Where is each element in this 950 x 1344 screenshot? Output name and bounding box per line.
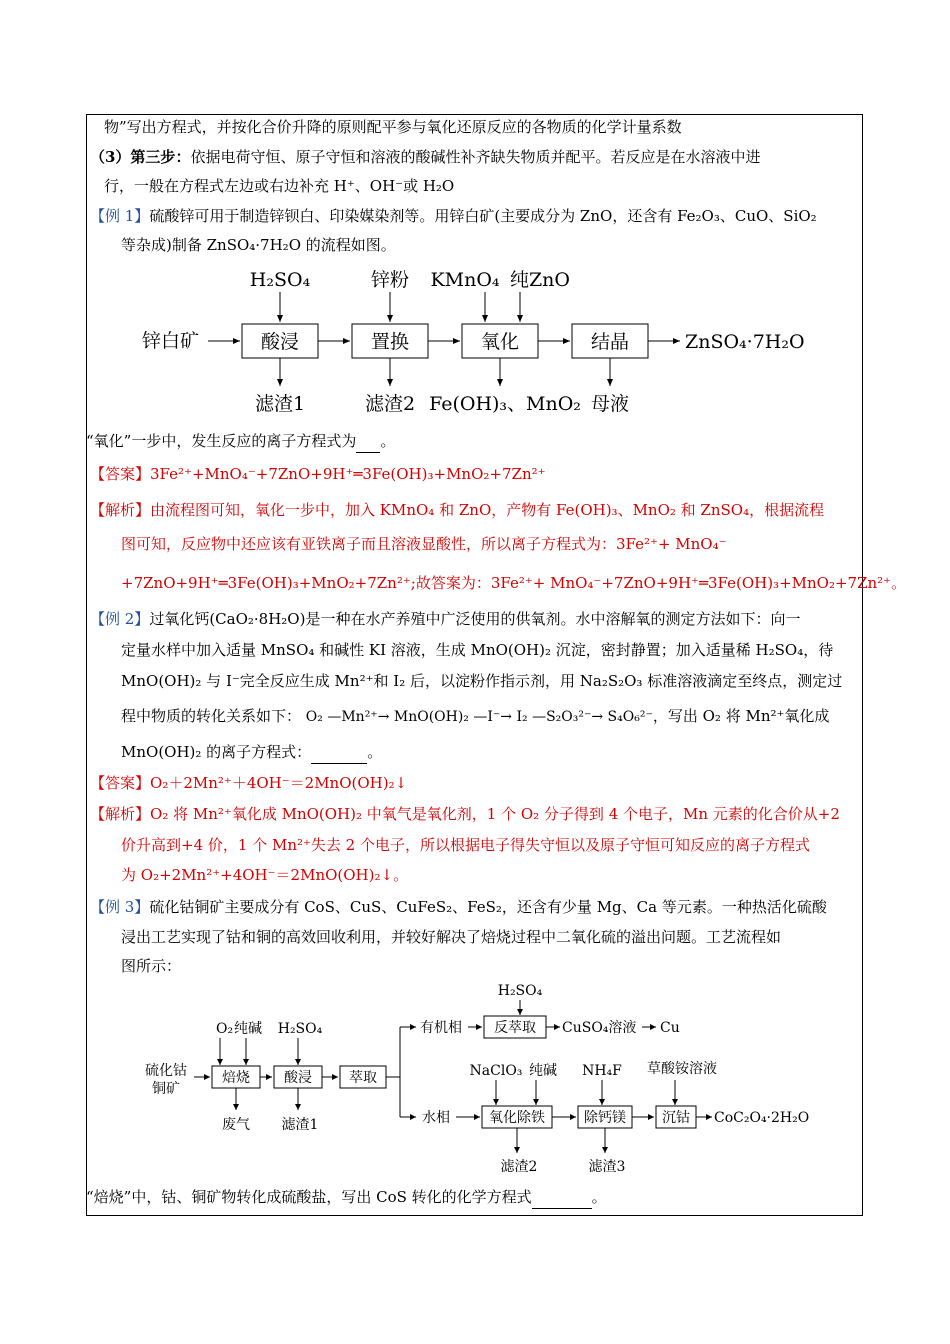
ex3-text1: 硫化钴铜矿主要成分有 CoS、CuS、CuFeS₂、FeS₂，还含有少量 Mg、Ca 等元素。一种热活化硫酸	[149, 898, 827, 916]
ex1-flowchart	[130, 262, 830, 422]
ex2-line4-tail: ，写出 O₂ 将 Mn²⁺氧化成	[652, 707, 830, 725]
ex1-tag: 【例 1】	[90, 207, 150, 225]
ex3-extract-label: 萃取	[349, 1070, 377, 1086]
ex3-soda1-label: 纯碱	[234, 1021, 262, 1037]
ex1-question-end: 。	[380, 432, 396, 450]
ex2-line2: 定量水样中加入适量 MnSO₄ 和碱性 KI 溶液，生成 MnO(OH)₂ 沉淀，密封静置；加入适量稀 H₂SO₄，待	[121, 641, 834, 659]
ex1-input-label: KMnO₄	[430, 269, 500, 291]
ex2-analysis-text1: O₂ 将 Mn²⁺氧化成 MnO(OH)₂ 中氧气是氧化剂，1 个 O₂ 分子得到 4 个电子，Mn 元素的化合价从+2	[150, 805, 840, 823]
ex1-text1: 硫酸锌可用于制造锌钡白、印染媒染剂等。用锌白矿(主要成分为 ZnO，还含有 Fe₂O₃、CuO、SiO₂	[149, 207, 817, 225]
step3-text1: 依据电荷守恒、原子守恒和溶液的酸碱性补齐缺失物质并配平。若反应是在水溶液中进	[190, 148, 761, 166]
ex2-answer-tag: 【答案】	[90, 774, 151, 792]
ex1-output-label: 滤渣2	[364, 393, 416, 415]
ex2-line4-lead: 程中物质的转化关系如下：	[121, 707, 302, 725]
ex1-input-label: H₂SO₄	[249, 269, 311, 291]
ex3-o2-label: O₂	[216, 1021, 234, 1037]
ex3-gas-label: 废气	[222, 1117, 250, 1133]
ex3-raw-line2: 铜矿	[152, 1081, 180, 1097]
ex1-step-label: 结晶	[590, 331, 630, 353]
ex1-line2: 等杂成)制备 ZnSO₄·7H₂O 的流程如图。	[121, 236, 396, 254]
ex1-product: ZnSO₄·7H₂O	[685, 331, 805, 353]
ex1-raw-label: 锌白矿	[142, 330, 200, 352]
ex3-tag: 【例 3】	[90, 898, 150, 916]
ex2-line1	[90, 608, 800, 630]
ex1-analysis-text1: 由流程图可知，氧化一步中，加入 KMnO₄ 和 ZnO，产物有 Fe(OH)₃、MnO₂ 和 ZnSO₄，根据流程	[150, 501, 825, 519]
ex3-product-label: CoC₂O₄·2H₂O	[714, 1110, 810, 1126]
ex3-roast-label: 焙烧	[222, 1070, 250, 1086]
ex2-answer	[90, 772, 407, 794]
ex2-analysis-tag: 【解析】	[90, 805, 151, 823]
ex1-analysis-line1	[90, 499, 824, 521]
ex1-answer-tag: 【答案】	[90, 465, 151, 483]
ex2-line3: MnO(OH)₂ 与 I⁻完全反应生成 Mn²⁺和 I₂ 后，以淀粉作指示剂，用 Na₂S₂O₃ 标准溶液滴定至终点，测定过	[121, 672, 843, 690]
step2-tail: 物”写出方程式，并按化合价升降的原则配平参与氧化还原反应的各物质的化学计量系数	[104, 118, 682, 136]
ex3-h2so4-1-label: H₂SO₄	[277, 1021, 323, 1037]
ex1-question-text: “氧化”一步中，发生反应的离子方程式为	[86, 432, 357, 450]
ex1-input-label: 纯ZnO	[509, 269, 571, 291]
ex3-line1	[90, 896, 827, 918]
ex3-flowchart	[130, 975, 830, 1180]
ex1-output-label: 母液	[590, 393, 630, 415]
ex1-analysis-line2: 图可知，反应物中还应该有亚铁离子而且溶液显酸性，所以离子方程式为：3Fe²⁺+ MnO₄⁻	[121, 535, 727, 553]
ex3-oxid-fe-label: 氧化除铁	[489, 1110, 545, 1126]
ex1-question	[86, 430, 395, 453]
ex3-residue2-label: 滤渣2	[500, 1159, 538, 1175]
ex1-step-label: 置换	[370, 331, 410, 353]
ex3-line2: 浸出工艺实现了钴和铜的高效回收利用，并较好解决了焙烧过程中二氧化硫的溢出问题。工艺流程如	[121, 928, 782, 946]
ex3-nh4f-label: NH₄F	[582, 1063, 622, 1079]
ex1-output-label: Fe(OH)₃、MnO₂	[429, 393, 581, 415]
ex1-answer-blank	[356, 430, 380, 453]
ex1-analysis-tag: 【解析】	[90, 501, 151, 519]
step3-line2: 行，一般在方程式左边或右边补充 H⁺、OH⁻或 H₂O	[104, 177, 455, 195]
ex1-output-label: 滤渣1	[254, 393, 306, 415]
ex3-leach-label: 酸浸	[284, 1070, 312, 1086]
ex2-reaction-chain: O₂ —Mn²⁺→ MnO(OH)₂ —I⁻→ I₂ —S₂O₃²⁻→ S₄O₆²⁻	[305, 709, 653, 725]
ex2-text1: 过氧化钙(CaO₂·8H₂O)是一种在水产养殖中广泛使用的供氧剂。水中溶解氧的测定方法如下：向一	[149, 610, 801, 628]
ex3-soda2-label: 纯碱	[529, 1063, 557, 1079]
ex2-line5-text: MnO(OH)₂ 的离子方程式：	[121, 743, 312, 761]
ex1-analysis-line3: +7ZnO+9H⁺═3Fe(OH)₃+MnO₂+7Zn²⁺;故答案为：3Fe²⁺+ MnO₄⁻+7ZnO+9H⁺═3Fe(OH)₃+MnO₂+7Zn²⁺。	[121, 574, 907, 592]
ex2-line5-end: 。	[367, 743, 383, 761]
ex3-h2so4-2-label: H₂SO₄	[497, 983, 543, 999]
ex1-line1	[90, 205, 817, 227]
ex3-question	[86, 1186, 607, 1209]
ex3-residue3-label: 滤渣3	[588, 1159, 626, 1175]
ex2-answer-text: O₂＋2Mn²⁺＋4OH⁻＝2MnO(OH)₂↓	[150, 774, 408, 792]
ex2-analysis-line1	[90, 803, 840, 825]
ex2-answer-blank	[311, 741, 367, 764]
ex3-residue1-label: 滤渣1	[281, 1117, 319, 1133]
ex1-step-label: 酸浸	[260, 331, 300, 353]
ex1-answer	[90, 463, 546, 485]
ex3-naclo3-label: NaClO₃	[469, 1063, 523, 1079]
ex3-answer-blank	[532, 1186, 592, 1209]
ex3-raw-line1: 硫化钴	[145, 1063, 187, 1079]
ex2-analysis-line3: 为 O₂+2Mn²⁺+4OH⁻＝2MnO(OH)₂↓。	[121, 866, 409, 884]
ex1-input-label: 锌粉	[370, 269, 410, 291]
ex3-oxalate-label: 草酸铵溶液	[647, 1061, 717, 1077]
ex2-analysis-line2: 价升高到+4 价，1 个 Mn²⁺失去 2 个电子，所以根据电子得失守恒以及原子守恒可知反应的离子方程式	[121, 836, 810, 854]
ex3-back-extract-label: 反萃取	[494, 1020, 536, 1036]
ex2-line5	[121, 741, 382, 764]
step3-line1	[90, 146, 760, 168]
ex3-question-end: 。	[591, 1188, 607, 1206]
ex1-step-label: 氧化	[480, 331, 520, 353]
ex1-answer-text: 3Fe²⁺+MnO₄⁻+7ZnO+9H⁺═3Fe(OH)₃+MnO₂+7Zn²⁺	[150, 465, 546, 483]
ex2-tag: 【例 2】	[90, 610, 150, 628]
ex3-aqueous-label: 水相	[422, 1110, 450, 1126]
ex3-remove-camg-label: 除钙镁	[584, 1110, 626, 1126]
ex3-cuso4-label: CuSO₄溶液	[562, 1020, 637, 1036]
ex2-line4	[121, 705, 829, 728]
ex3-precip-co-label: 沉钴	[662, 1110, 690, 1126]
ex3-organic-label: 有机相	[420, 1020, 462, 1036]
ex3-line3: 图所示：	[121, 957, 182, 975]
ex3-cu-label: Cu	[660, 1020, 680, 1036]
ex3-question-text: “焙烧”中，钴、铜矿物转化成硫酸盐，写出 CoS 转化的化学方程式	[86, 1188, 532, 1206]
step3-label: （3）第三步：	[90, 148, 191, 166]
